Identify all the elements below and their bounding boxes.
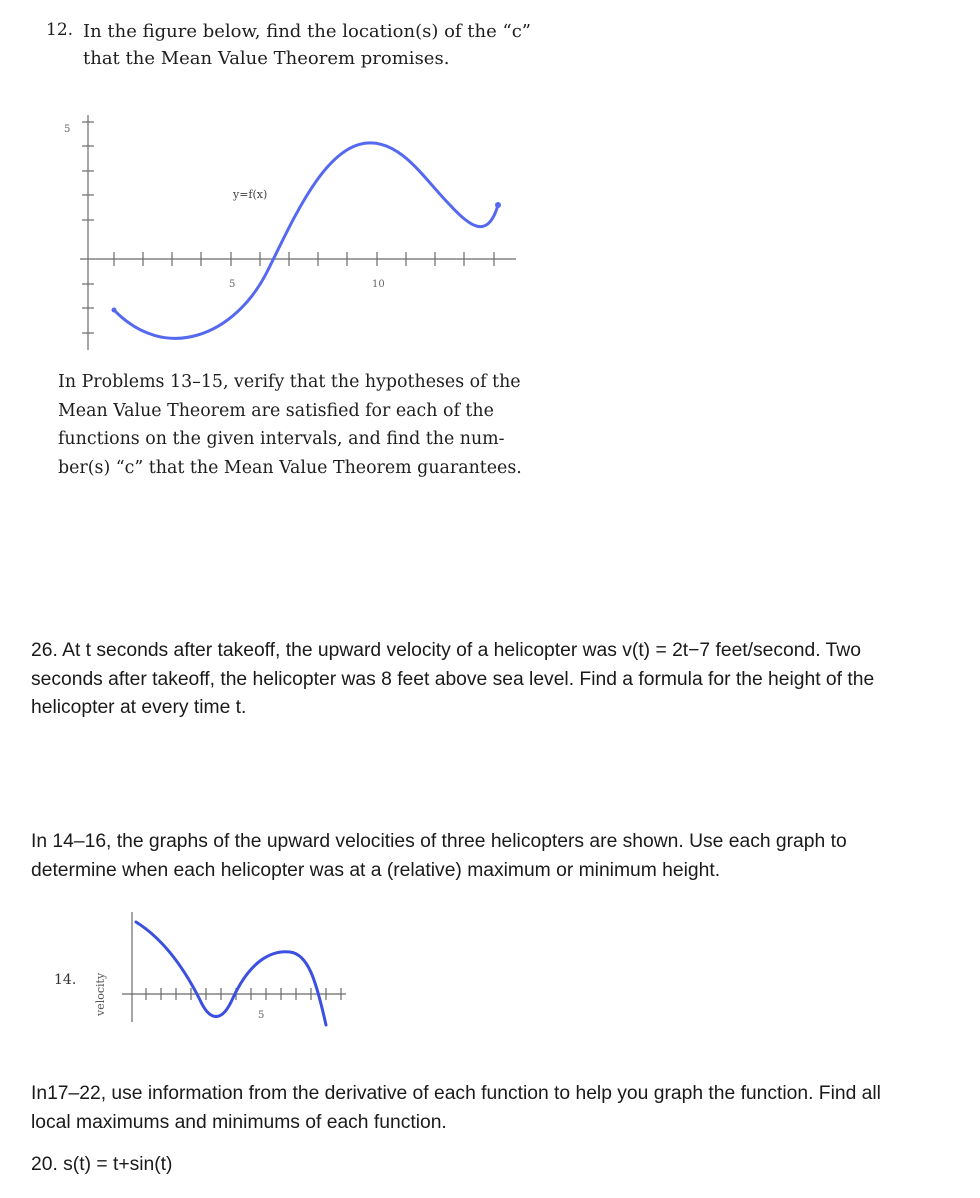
problem-26-line: 26. At t seconds after takeoff, the upward velocity of a helicopter was v(t) = 2t−7 feet/second. Two xyxy=(31,640,861,661)
problems-14-16 xyxy=(31,828,946,885)
problem-12-text xyxy=(83,18,583,72)
problem-12-line: that the Mean Value Theorem promises. xyxy=(83,48,450,69)
mvt-intro-line: Mean Value Theorem are satisfied for each of the xyxy=(58,400,494,421)
x-tick-label-10: 10 xyxy=(372,279,385,290)
x-tick-label-5: 5 xyxy=(258,1010,265,1021)
figure-number: 14. xyxy=(54,972,77,988)
velocity-curve xyxy=(136,922,326,1025)
curve-label: y=f(x) xyxy=(233,188,268,201)
endpoint-dot xyxy=(495,202,501,208)
mvt-intro-paragraph xyxy=(58,368,528,483)
y-tick-label-5: 5 xyxy=(64,124,71,135)
problem-26-line: seconds after takeoff, the helicopter was 8 feet above sea level. Find a formula for the height of the xyxy=(31,668,875,690)
endpoint-dot xyxy=(112,308,117,313)
problems-17-22 xyxy=(31,1079,961,1137)
problems-14-16-line: In 14–16, the graphs of the upward velocities of three helicopters are shown. Use each graph to xyxy=(31,831,847,852)
problem-12-number: 12. xyxy=(46,20,74,40)
problems-14-16-line: determine when each helicopter was at a (relative) maximum or minimum height. xyxy=(31,859,721,881)
mvt-intro-line: functions on the given intervals, and find the num- xyxy=(58,429,505,450)
problem-12-line: In the figure below, find the location(s) of the “c” xyxy=(83,21,531,42)
velocity-figure-14 xyxy=(40,900,360,1035)
problems-17-22-line: In17–22, use information from the derivative of each function to help you graph the function. Find all xyxy=(31,1083,881,1104)
y-axis-label: velocity xyxy=(94,972,107,1016)
problems-17-22-line: local maximums and minimums of each function. xyxy=(31,1112,447,1133)
mvt-figure xyxy=(50,105,520,355)
mvt-intro-line: In Problems 13–15, verify that the hypotheses of the xyxy=(58,372,521,392)
problem-20: 20. s(t) = t+sin(t) xyxy=(31,1154,173,1175)
mvt-intro-line: ber(s) “c” that the Mean Value Theorem guarantees. xyxy=(58,458,522,479)
x-tick-label-5: 5 xyxy=(229,279,236,290)
problem-26 xyxy=(31,637,946,723)
problem-26-line: helicopter at every time t. xyxy=(31,697,247,718)
